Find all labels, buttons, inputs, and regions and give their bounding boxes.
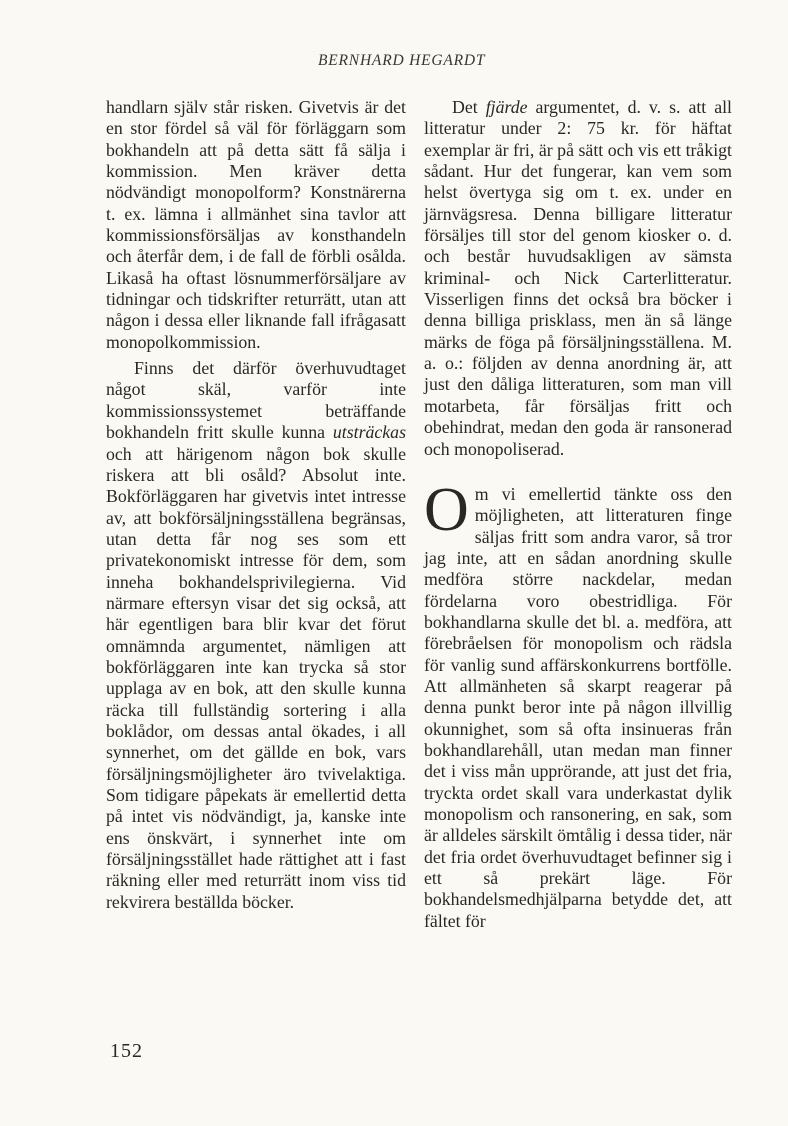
left-paragraph-2-text-a: Finns det därför överhuvudtaget något skäl, varför inte kommissionssystemet beträffande bokhandeln fritt skulle kunna (106, 358, 406, 443)
left-paragraph-2 (106, 358, 406, 913)
right-column (424, 97, 732, 932)
right-paragraph-1-text-b: argumentet, d. v. s. att all litteratur under 2: 75 kr. för häftat exemplar är fri, är på sätt och vis ett tråkigt sådant. Hur det fungerar, kan vem som helst övertyga sig om t. ex. under en järnvägsresa. Denna billigare litteratur försäljes till stor del genom kiosker o. d. och består huvudsakligen av sämsta kriminal- och Nick Carterlitteratur. Visserligen finns det också bra böcker i denna billiga prisklass, men än så länge märks de föga på försäljningsställena. M. a. o.: följden av denna anordning är, att just den dåliga litteraturen, som man vill motarbeta, får försäljas fritt och obehindrat, medan den goda är ransonerad och monopoliserad. (424, 97, 732, 459)
running-head: BERNHARD HEGARDT (318, 52, 486, 69)
drop-cap: O (424, 475, 469, 544)
page-number: 152 (110, 1040, 143, 1062)
right-paragraph-1 (424, 97, 732, 460)
right-paragraph-2 (424, 475, 732, 932)
right-paragraph-2-text: m vi emellertid tänkte oss den möjligheten, att litteraturen finge säljas fritt som andra varor, så tror jag inte, att en sådan anordning skulle medföra större nackdelar, medan fördelarna voro obestridliga. För bokhandlarna skulle det bl. a. medföra, att förebråelsen för monopolism och rädsla för vanlig sund affärskonkurrens bortfölle. Att allmänheten så skarpt reagerar på denna punkt beror inte på någon illvillig okunnighet, som så ofta insinueras från bokhandlarehåll, utan medan man finner det i viss mån upprörande, att just det fria, tryckta ordet skall vara underkastat dylik monopolism och ransonering, en sak, som är alldeles särskilt ömtålig i dessa tider, när det fria ordet överhuvudtaget befinner sig i ett så prekärt läge. För bokhandelsmedhjälparna betydde det, att fältet för (424, 483, 732, 931)
left-paragraph-1: handlarn själv står risken. Givetvis är det en stor fördel så väl för förläggarn som bokhandeln att på detta sätt få sälja i kommission. Men kräver detta nödvändigt monopolform? Konstnärerna t. ex. lämna i allmänhet sina tavlor att kommissionsförsäljas av konsthandeln och återfår dem, i de fall de förbli osålda. Likaså ha oftast lösnummerförsäljare av tidningar och tidskrifter returrätt, utan att någon i dessa eller liknande fall ifrågasatt monopolkommission. (106, 97, 406, 352)
right-paragraph-1-text-a: Det (452, 97, 478, 117)
left-paragraph-2-emphasis: utsträckas (332, 422, 406, 443)
left-paragraph-2-text-b: och att härigenom någon bok skulle riskera att bli osåld? Absolut inte. Bokförläggaren har givetvis intet intresse av, att bokförsäljningsställena begränsas, utan detta får nog ses som ett privatekonomiskt intresse för dem, som inneha bokhandelsprivilegierna. Vid närmare eftersyn visar det sig också, att här egentligen bara blir kvar det förut omnämnda argumentet, nämligen att bokförläggaren inte kan trycka så stor upplaga av en bok, att den skulle kunna räcka till fullständig sortering i alla boklådor, om dessas antal ökades, i all synnerhet, om det gällde en bok, vars försäljningsmöjligheter äro tvivelaktiga. Som tidigare påpekats är emellertid detta på intet vis nödvändigt, ja, kanske inte ens önskvärt, i synnerhet inte om försäljningsstället hade rättighet att i fast räkning eller med returrätt inom viss tid rekvirera beställda böcker. (106, 443, 406, 912)
left-column (106, 97, 406, 913)
right-paragraph-1-emphasis: fjärde (485, 97, 528, 117)
